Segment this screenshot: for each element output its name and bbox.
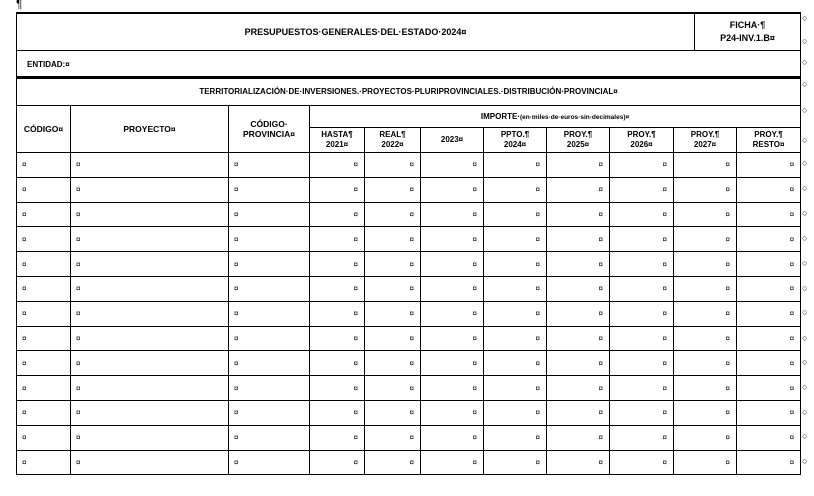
table-cell[interactable]: ¤ bbox=[17, 400, 71, 425]
table-cell[interactable]: ¤ bbox=[365, 376, 421, 401]
header-year-line2: RESTO¤ bbox=[752, 140, 785, 149]
table-cell[interactable]: ¤ bbox=[484, 177, 547, 202]
table-cell[interactable]: ¤ bbox=[547, 450, 610, 475]
table-row bbox=[17, 326, 801, 351]
row-end-mark: ○ bbox=[802, 183, 808, 193]
header-year-line1: REAL¶ bbox=[379, 130, 406, 139]
row-end-mark: ○ bbox=[802, 135, 808, 145]
table-cell[interactable]: ¤ bbox=[674, 252, 737, 277]
table-cell[interactable]: ¤ bbox=[674, 276, 737, 301]
table-row bbox=[17, 202, 801, 227]
row-end-mark: ○ bbox=[802, 105, 808, 115]
table-cell[interactable]: ¤ bbox=[365, 351, 421, 376]
table-cell[interactable]: ¤ bbox=[365, 301, 421, 326]
table-cell[interactable]: ¤ bbox=[71, 450, 229, 475]
table-cell[interactable]: ¤ bbox=[610, 450, 674, 475]
table-cell[interactable]: ¤ bbox=[310, 425, 365, 450]
table-cell[interactable]: ¤ bbox=[229, 301, 310, 326]
header-codigo: CÓDIGO¤ bbox=[17, 106, 71, 153]
table-row bbox=[17, 252, 801, 277]
table-cell[interactable]: ¤ bbox=[610, 400, 674, 425]
table-cell[interactable]: ¤ bbox=[547, 326, 610, 351]
table-cell[interactable]: ¤ bbox=[421, 227, 484, 252]
row-end-mark: ○ bbox=[802, 456, 808, 466]
table-cell[interactable]: ¤ bbox=[229, 351, 310, 376]
table-cell[interactable]: ¤ bbox=[71, 227, 229, 252]
table-cell[interactable]: ¤ bbox=[737, 301, 801, 326]
header-year-3 bbox=[484, 128, 547, 153]
section-title: TERRITORIALIZACIÓN·DE·INVERSIONES.·PROYECTOS·PLURIPROVINCIALES.·DISTRIBUCIÓN·PROVINCIAL¤ bbox=[17, 77, 801, 106]
table-cell[interactable]: ¤ bbox=[610, 425, 674, 450]
investment-table bbox=[16, 76, 801, 475]
header-year-7 bbox=[737, 128, 801, 153]
header-year-line1: 2023¤ bbox=[440, 135, 464, 144]
header-importe bbox=[310, 106, 801, 128]
table-cell[interactable]: ¤ bbox=[737, 177, 801, 202]
table-cell[interactable]: ¤ bbox=[71, 351, 229, 376]
ficha-code bbox=[695, 13, 801, 51]
header-table bbox=[16, 12, 801, 79]
table-cell[interactable]: ¤ bbox=[737, 326, 801, 351]
table-cell[interactable]: ¤ bbox=[421, 202, 484, 227]
row-end-mark: ○ bbox=[802, 431, 808, 441]
table-row bbox=[17, 153, 801, 178]
table-cell[interactable]: ¤ bbox=[229, 376, 310, 401]
header-year-line1: PROY.¶ bbox=[627, 130, 656, 139]
table-cell[interactable]: ¤ bbox=[310, 202, 365, 227]
table-cell[interactable]: ¤ bbox=[229, 227, 310, 252]
header-year-line1: HASTA¶ bbox=[321, 130, 353, 139]
table-cell[interactable]: ¤ bbox=[17, 153, 71, 178]
table-cell[interactable]: ¤ bbox=[547, 400, 610, 425]
table-cell[interactable]: ¤ bbox=[674, 153, 737, 178]
table-cell[interactable]: ¤ bbox=[17, 227, 71, 252]
table-cell[interactable]: ¤ bbox=[610, 326, 674, 351]
table-cell[interactable]: ¤ bbox=[421, 326, 484, 351]
table-cell[interactable]: ¤ bbox=[547, 153, 610, 178]
table-cell[interactable]: ¤ bbox=[484, 351, 547, 376]
table-cell[interactable]: ¤ bbox=[484, 153, 547, 178]
table-cell[interactable]: ¤ bbox=[229, 252, 310, 277]
table-cell[interactable]: ¤ bbox=[737, 450, 801, 475]
table-cell[interactable]: ¤ bbox=[365, 276, 421, 301]
table-cell[interactable]: ¤ bbox=[365, 400, 421, 425]
paragraph-mark: ¶ bbox=[16, 0, 23, 11]
table-cell[interactable]: ¤ bbox=[674, 301, 737, 326]
table-cell[interactable]: ¤ bbox=[71, 276, 229, 301]
table-cell[interactable]: ¤ bbox=[610, 301, 674, 326]
table-cell[interactable]: ¤ bbox=[610, 376, 674, 401]
ficha-label: FICHA·¶ bbox=[729, 20, 766, 30]
table-cell[interactable]: ¤ bbox=[610, 153, 674, 178]
table-cell[interactable]: ¤ bbox=[674, 351, 737, 376]
table-cell[interactable]: ¤ bbox=[484, 252, 547, 277]
header-year-4 bbox=[547, 128, 610, 153]
row-end-mark: ○ bbox=[802, 407, 808, 417]
table-cell[interactable]: ¤ bbox=[310, 351, 365, 376]
table-cell[interactable]: ¤ bbox=[610, 276, 674, 301]
table-cell[interactable]: ¤ bbox=[737, 425, 801, 450]
ficha-id: P24-INV.1.B¤ bbox=[720, 33, 775, 43]
table-cell[interactable]: ¤ bbox=[365, 153, 421, 178]
table-cell[interactable]: ¤ bbox=[71, 202, 229, 227]
header-codigo-provincia-line2: PROVINCIA¤ bbox=[243, 129, 295, 139]
table-cell[interactable]: ¤ bbox=[17, 301, 71, 326]
table-cell[interactable]: ¤ bbox=[71, 252, 229, 277]
header-year-0 bbox=[310, 128, 365, 153]
table-cell[interactable]: ¤ bbox=[365, 425, 421, 450]
table-cell[interactable]: ¤ bbox=[484, 301, 547, 326]
table-cell[interactable]: ¤ bbox=[547, 252, 610, 277]
table-cell[interactable]: ¤ bbox=[71, 376, 229, 401]
table-cell[interactable]: ¤ bbox=[229, 276, 310, 301]
row-end-mark: ○ bbox=[802, 13, 808, 23]
table-cell[interactable]: ¤ bbox=[547, 301, 610, 326]
table-cell[interactable]: ¤ bbox=[71, 425, 229, 450]
table-cell[interactable]: ¤ bbox=[421, 153, 484, 178]
table-cell[interactable]: ¤ bbox=[674, 202, 737, 227]
table-cell[interactable]: ¤ bbox=[484, 376, 547, 401]
table-cell[interactable]: ¤ bbox=[17, 326, 71, 351]
table-cell[interactable]: ¤ bbox=[484, 450, 547, 475]
table-cell[interactable]: ¤ bbox=[421, 252, 484, 277]
header-year-2 bbox=[421, 128, 484, 153]
table-cell[interactable]: ¤ bbox=[737, 400, 801, 425]
table-cell[interactable]: ¤ bbox=[71, 400, 229, 425]
table-cell[interactable]: ¤ bbox=[17, 276, 71, 301]
table-cell[interactable]: ¤ bbox=[71, 153, 229, 178]
table-cell[interactable]: ¤ bbox=[674, 450, 737, 475]
row-end-mark: ○ bbox=[802, 333, 808, 343]
header-year-line2: 2027¤ bbox=[693, 140, 717, 149]
table-cell[interactable]: ¤ bbox=[484, 227, 547, 252]
header-year-line2: 2021¤ bbox=[325, 140, 349, 149]
table-cell[interactable]: ¤ bbox=[484, 276, 547, 301]
table-cell[interactable]: ¤ bbox=[674, 177, 737, 202]
table-cell[interactable]: ¤ bbox=[674, 326, 737, 351]
table-cell[interactable]: ¤ bbox=[310, 276, 365, 301]
header-codigo-provincia-line1: CÓDIGO· bbox=[250, 119, 288, 129]
table-row bbox=[17, 450, 801, 475]
table-cell[interactable]: ¤ bbox=[674, 425, 737, 450]
table-cell[interactable]: ¤ bbox=[547, 425, 610, 450]
table-cell[interactable]: ¤ bbox=[71, 326, 229, 351]
row-end-mark: ○ bbox=[802, 357, 808, 367]
table-cell[interactable]: ¤ bbox=[737, 153, 801, 178]
importe-note: (en·miles·de·euros·sin·decimales)¤ bbox=[520, 114, 630, 121]
table-cell[interactable]: ¤ bbox=[737, 376, 801, 401]
row-end-mark: ○ bbox=[802, 283, 808, 293]
row-end-mark: ○ bbox=[802, 382, 808, 392]
table-cell[interactable]: ¤ bbox=[17, 376, 71, 401]
row-end-mark: ○ bbox=[802, 36, 808, 46]
table-cell[interactable]: ¤ bbox=[310, 376, 365, 401]
table-cell[interactable]: ¤ bbox=[310, 326, 365, 351]
header-year-line2: 2026¤ bbox=[630, 140, 653, 149]
row-end-mark: ○ bbox=[802, 57, 808, 67]
table-cell[interactable]: ¤ bbox=[547, 227, 610, 252]
table-cell[interactable]: ¤ bbox=[547, 276, 610, 301]
table-cell[interactable]: ¤ bbox=[421, 301, 484, 326]
header-year-line1: PROY.¶ bbox=[563, 130, 593, 139]
table-cell[interactable]: ¤ bbox=[421, 400, 484, 425]
table-row bbox=[17, 351, 801, 376]
table-row bbox=[17, 376, 801, 401]
header-year-line1: PPTO.¶ bbox=[500, 130, 530, 139]
row-end-mark: ○ bbox=[802, 158, 808, 168]
table-cell[interactable]: ¤ bbox=[610, 252, 674, 277]
entidad-field[interactable]: ENTIDAD:¤ bbox=[17, 51, 801, 79]
table-cell[interactable]: ¤ bbox=[365, 252, 421, 277]
table-cell[interactable]: ¤ bbox=[365, 177, 421, 202]
table-cell[interactable]: ¤ bbox=[365, 326, 421, 351]
header-year-line2: 2024¤ bbox=[503, 140, 527, 149]
table-cell[interactable]: ¤ bbox=[17, 351, 71, 376]
header-year-line1: PROY.¶ bbox=[754, 130, 783, 139]
table-cell[interactable]: ¤ bbox=[674, 227, 737, 252]
table-cell[interactable]: ¤ bbox=[17, 177, 71, 202]
header-codigo-provincia bbox=[229, 106, 310, 153]
row-end-mark: ○ bbox=[802, 307, 808, 317]
table-cell[interactable]: ¤ bbox=[421, 177, 484, 202]
table-cell[interactable]: ¤ bbox=[17, 202, 71, 227]
document-title: PRESUPUESTOS·GENERALES·DEL·ESTADO·2024¤ bbox=[17, 13, 695, 51]
table-row bbox=[17, 400, 801, 425]
table-cell[interactable]: ¤ bbox=[310, 301, 365, 326]
table-cell[interactable]: ¤ bbox=[17, 425, 71, 450]
table-cell[interactable]: ¤ bbox=[229, 202, 310, 227]
row-end-mark: ○ bbox=[802, 233, 808, 243]
table-cell[interactable]: ¤ bbox=[229, 400, 310, 425]
table-cell[interactable]: ¤ bbox=[547, 376, 610, 401]
table-cell[interactable]: ¤ bbox=[365, 450, 421, 475]
table-cell[interactable]: ¤ bbox=[71, 177, 229, 202]
table-cell[interactable]: ¤ bbox=[229, 153, 310, 178]
row-end-mark: ○ bbox=[802, 79, 808, 89]
table-cell[interactable]: ¤ bbox=[737, 202, 801, 227]
table-cell[interactable]: ¤ bbox=[547, 177, 610, 202]
table-cell[interactable]: ¤ bbox=[484, 202, 547, 227]
table-cell[interactable]: ¤ bbox=[484, 400, 547, 425]
table-row bbox=[17, 227, 801, 252]
table-row bbox=[17, 301, 801, 326]
row-end-marks bbox=[802, 0, 812, 496]
row-end-mark: ○ bbox=[802, 208, 808, 218]
table-cell[interactable]: ¤ bbox=[421, 276, 484, 301]
table-cell[interactable]: ¤ bbox=[547, 351, 610, 376]
table-cell[interactable]: ¤ bbox=[310, 227, 365, 252]
table-cell[interactable]: ¤ bbox=[737, 351, 801, 376]
table-cell[interactable]: ¤ bbox=[17, 450, 71, 475]
table-cell[interactable]: ¤ bbox=[737, 252, 801, 277]
header-year-1 bbox=[365, 128, 421, 153]
table-cell[interactable]: ¤ bbox=[310, 450, 365, 475]
header-year-line2: 2025¤ bbox=[566, 140, 590, 149]
table-cell[interactable]: ¤ bbox=[310, 153, 365, 178]
table-cell[interactable]: ¤ bbox=[310, 252, 365, 277]
importe-label: IMPORTE· bbox=[480, 112, 521, 121]
table-row bbox=[17, 177, 801, 202]
table-row bbox=[17, 276, 801, 301]
table-cell[interactable]: ¤ bbox=[674, 400, 737, 425]
table-cell[interactable]: ¤ bbox=[229, 450, 310, 475]
table-cell[interactable]: ¤ bbox=[484, 326, 547, 351]
table-cell[interactable]: ¤ bbox=[737, 227, 801, 252]
table-cell[interactable]: ¤ bbox=[610, 351, 674, 376]
row-end-mark: ○ bbox=[802, 258, 808, 268]
table-cell[interactable]: ¤ bbox=[421, 351, 484, 376]
header-year-5 bbox=[610, 128, 674, 153]
table-cell[interactable]: ¤ bbox=[421, 450, 484, 475]
table-cell[interactable]: ¤ bbox=[547, 202, 610, 227]
table-cell[interactable]: ¤ bbox=[229, 326, 310, 351]
header-year-line2: 2022¤ bbox=[381, 140, 404, 149]
table-cell[interactable]: ¤ bbox=[610, 227, 674, 252]
table-cell[interactable]: ¤ bbox=[365, 202, 421, 227]
table-cell[interactable]: ¤ bbox=[674, 376, 737, 401]
table-cell[interactable]: ¤ bbox=[421, 425, 484, 450]
header-year-line1: PROY.¶ bbox=[690, 130, 720, 139]
table-cell[interactable]: ¤ bbox=[71, 301, 229, 326]
table-cell[interactable]: ¤ bbox=[310, 177, 365, 202]
header-year-6 bbox=[674, 128, 737, 153]
table-cell[interactable]: ¤ bbox=[484, 425, 547, 450]
table-cell[interactable]: ¤ bbox=[421, 376, 484, 401]
table-cell[interactable]: ¤ bbox=[229, 425, 310, 450]
table-cell[interactable]: ¤ bbox=[365, 227, 421, 252]
table-row bbox=[17, 425, 801, 450]
table-cell[interactable]: ¤ bbox=[610, 202, 674, 227]
table-cell[interactable]: ¤ bbox=[310, 400, 365, 425]
table-cell[interactable]: ¤ bbox=[17, 252, 71, 277]
table-cell[interactable]: ¤ bbox=[737, 276, 801, 301]
table-cell[interactable]: ¤ bbox=[610, 177, 674, 202]
table-cell[interactable]: ¤ bbox=[229, 177, 310, 202]
header-proyecto: PROYECTO¤ bbox=[71, 106, 229, 153]
